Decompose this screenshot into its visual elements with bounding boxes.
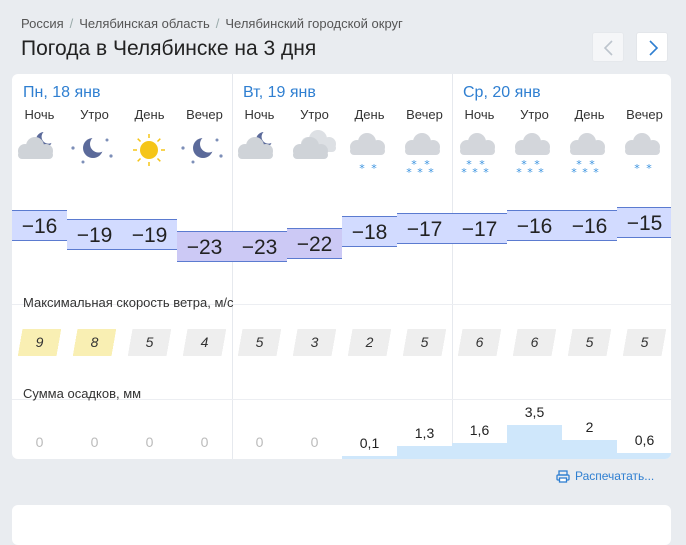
cloud-snow-light-icon xyxy=(342,128,397,188)
cloud-snow-icon xyxy=(507,128,562,188)
wind-speed-value: 6 xyxy=(455,329,504,356)
precipitation-value: 0 xyxy=(200,434,209,450)
svg-text:*: * xyxy=(472,166,478,179)
cloud-snow-icon xyxy=(397,128,452,188)
cloud-snow-light-icon xyxy=(617,128,671,188)
wind-speed-value: 5 xyxy=(400,329,449,356)
svg-text:*: * xyxy=(589,158,595,171)
time-slot-label: Утро xyxy=(80,107,109,122)
svg-text:*: * xyxy=(424,158,430,171)
wind-speed-value: 5 xyxy=(235,329,284,356)
precipitation-value: 0 xyxy=(255,434,264,450)
wind-speed-value: 8 xyxy=(70,329,119,356)
time-slot-label: Ночь xyxy=(464,107,495,122)
svg-text:*: * xyxy=(534,158,540,171)
precipitation-value: 3,5 xyxy=(524,404,545,420)
svg-text:*: * xyxy=(576,158,582,171)
time-slot-label: Утро xyxy=(300,107,329,122)
precipitation-bar xyxy=(397,446,452,459)
time-slot-label: Вечер xyxy=(626,107,663,122)
svg-text:*: * xyxy=(428,166,434,179)
wind-speed-value: 3 xyxy=(290,329,339,356)
svg-text:*: * xyxy=(634,162,640,175)
time-slot-label: Вечер xyxy=(406,107,443,122)
temperature-value: −18 xyxy=(342,216,397,247)
cloud-snow-icon xyxy=(562,128,617,188)
precipitation-value: 1,3 xyxy=(414,425,435,441)
precipitation-bar xyxy=(342,456,397,459)
breadcrumb-link[interactable]: Россия xyxy=(21,16,64,31)
time-slot-label: День xyxy=(354,107,385,122)
time-slot-label: День xyxy=(134,107,165,122)
svg-text:*: * xyxy=(516,166,522,179)
svg-text:*: * xyxy=(582,166,588,179)
precipitation-bar xyxy=(507,425,562,459)
temperature-value: −15 xyxy=(617,207,671,238)
wind-speed-value: 5 xyxy=(565,329,614,356)
temperature-value: −23 xyxy=(232,231,287,262)
temperature-value: −19 xyxy=(122,219,177,250)
time-slot-label: Вечер xyxy=(186,107,223,122)
wind-speed-value: 5 xyxy=(620,329,669,356)
svg-text:*: * xyxy=(359,162,365,175)
svg-text:*: * xyxy=(466,158,472,171)
next-button[interactable] xyxy=(636,32,668,62)
breadcrumb-separator: / xyxy=(69,16,74,31)
wind-speed-value: 4 xyxy=(180,329,229,356)
time-slot-label: Ночь xyxy=(244,107,275,122)
svg-text:*: * xyxy=(483,166,489,179)
temperature-value: −16 xyxy=(12,210,67,241)
svg-text:*: * xyxy=(406,166,412,179)
chevron-right-icon xyxy=(646,40,660,56)
precipitation-value: 1,6 xyxy=(469,422,490,438)
svg-text:*: * xyxy=(646,162,652,175)
precipitation-value: 0 xyxy=(310,434,319,450)
temperature-value: −17 xyxy=(452,213,507,244)
sun-icon xyxy=(122,128,177,188)
temperature-value: −22 xyxy=(287,228,342,259)
svg-text:*: * xyxy=(371,162,377,175)
wind-speed-value: 2 xyxy=(345,329,394,356)
precipitation-value: 0 xyxy=(90,434,99,450)
breadcrumb-separator: / xyxy=(215,16,220,31)
temperature-value: −19 xyxy=(67,219,122,250)
svg-text:*: * xyxy=(521,158,527,171)
forecast-card xyxy=(12,74,671,459)
moon-cloud-icon xyxy=(232,128,287,188)
svg-text:*: * xyxy=(538,166,544,179)
moon-cloud-icon xyxy=(12,128,67,188)
precipitation-bar xyxy=(617,453,671,459)
precipitation-value: 0,1 xyxy=(359,435,380,451)
time-slot-label: День xyxy=(574,107,605,122)
print-label: Распечатать... xyxy=(575,469,655,483)
breadcrumb xyxy=(21,16,403,31)
time-slot-label: Ночь xyxy=(24,107,55,122)
svg-text:*: * xyxy=(527,166,533,179)
time-slot-label: Утро xyxy=(520,107,549,122)
precipitation-value: 0 xyxy=(145,434,154,450)
wind-speed-value: 5 xyxy=(125,329,174,356)
temperature-value: −23 xyxy=(177,231,232,262)
svg-text:*: * xyxy=(593,166,599,179)
precip-section-label: Сумма осадков, мм xyxy=(23,386,142,401)
chevron-left-icon xyxy=(602,40,616,56)
svg-text:*: * xyxy=(571,166,577,179)
moon-stars-icon xyxy=(177,128,232,188)
precipitation-bar xyxy=(562,440,617,459)
temperature-value: −17 xyxy=(397,213,452,244)
page-title: Погода в Челябинске на 3 дня xyxy=(21,37,317,60)
svg-text:*: * xyxy=(479,158,485,171)
precipitation-value: 0,6 xyxy=(634,432,655,448)
cloud-snow-icon xyxy=(452,128,507,188)
printer-icon xyxy=(556,470,570,483)
temperature-value: −16 xyxy=(562,210,617,241)
breadcrumb-link[interactable]: Челябинская область xyxy=(79,16,210,31)
precipitation-value: 0 xyxy=(35,434,44,450)
day-header: Вт, 19 янв xyxy=(243,84,316,101)
day-header: Пн, 18 янв xyxy=(23,84,101,101)
clouds-icon xyxy=(287,128,342,188)
precipitation-bar xyxy=(452,443,507,459)
wind-speed-value: 6 xyxy=(510,329,559,356)
day-header: Ср, 20 янв xyxy=(463,84,541,101)
prev-button[interactable] xyxy=(592,32,624,62)
svg-text:*: * xyxy=(411,158,417,171)
svg-text:*: * xyxy=(417,166,423,179)
svg-text:*: * xyxy=(461,166,467,179)
next-section-card xyxy=(12,505,671,545)
moon-stars-icon xyxy=(67,128,122,188)
wind-section-label: Максимальная скорость ветра, м/с xyxy=(23,295,234,310)
precipitation-value: 2 xyxy=(585,419,594,435)
breadcrumb-link[interactable]: Челябинский городской округ xyxy=(225,16,403,31)
wind-speed-value: 9 xyxy=(15,329,64,356)
print-link[interactable] xyxy=(556,469,654,483)
temperature-value: −16 xyxy=(507,210,562,241)
